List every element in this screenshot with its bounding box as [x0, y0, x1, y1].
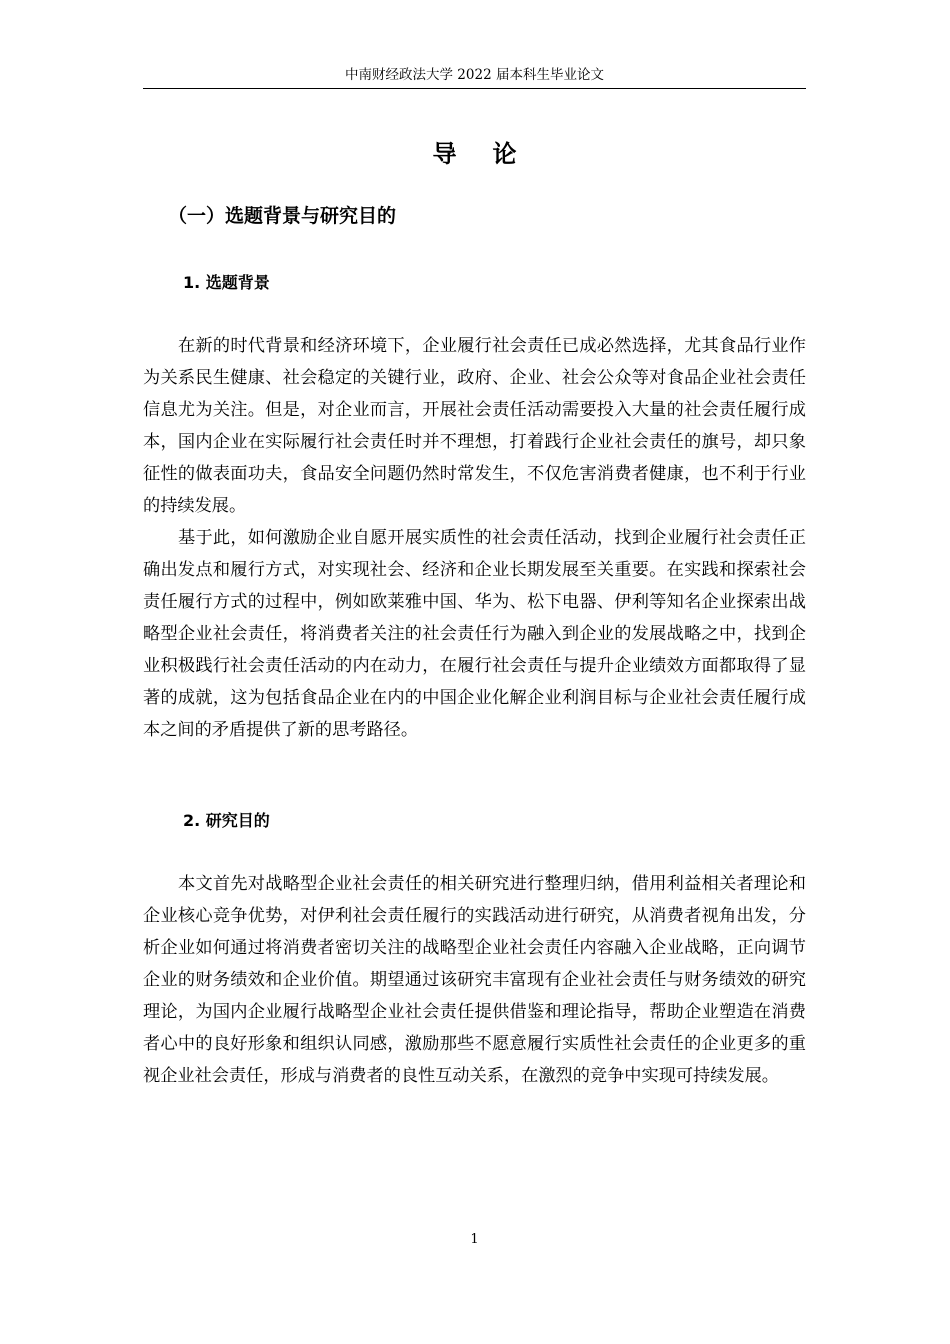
header-divider	[143, 88, 806, 89]
page-number: 1	[470, 1232, 479, 1247]
paragraph: 本文首先对战略型企业社会责任的相关研究进行整理归纳，借用利益相关者理论和企业核心竞争优势，对伊利社会责任履行的实践活动进行研究，从消费者视角出发，分析企业如何通过将消费者密切关注的战略型企业社会责任内容融入企业战略，正向调节企业的财务绩效和企业价值。期望通过该研究丰富现有企业社会责任与财务绩效的研究理论，为国内企业履行战略型企业社会责任提供借鉴和理论指导，帮助企业塑造在消费者心中的良好形象和组织认同感，激励那些不愿意履行实质性社会责任的企业更多的重视企业社会责任，形成与消费者的良性互动关系，在激烈的竞争中实现可持续发展。	[143, 874, 806, 1086]
subsection-heading-background: 1. 选题背景	[183, 273, 270, 292]
chapter-title: 导论	[432, 140, 553, 168]
section-heading: （一）选题背景与研究目的	[168, 205, 397, 227]
paragraph: 基于此，如何激励企业自愿开展实质性的社会责任活动，找到企业履行社会责任正确出发点和履行方式，对实现社会、经济和企业长期发展至关重要。在实践和探索社会责任履行方式的过程中，例如欧莱雅中国、华为、松下电器、伊利等知名企业探索出战略型企业社会责任，将消费者关注的社会责任行为融入到企业的发展战略之中，找到企业积极践行社会责任活动的内在动力，在履行社会责任与提升企业绩效方面都取得了显著的成就，这为包括食品企业在内的中国企业化解企业利润目标与企业社会责任履行成本之间的矛盾提供了新的思考路径。	[143, 528, 806, 740]
background-body	[143, 330, 806, 746]
paragraph: 在新的时代背景和经济环境下，企业履行社会责任已成必然选择，尤其食品行业作为关系民生健康、社会稳定的关键行业，政府、企业、社会公众等对食品企业社会责任信息尤为关注。但是，对企业而言，开展社会责任活动需要投入大量的社会责任履行成本，国内企业在实际履行社会责任时并不理想，打着践行企业社会责任的旗号，却只象征性的做表面功夫，食品安全问题仍然时常发生，不仅危害消费者健康，也不利于行业的持续发展。	[143, 336, 806, 516]
purpose-body	[143, 868, 806, 1092]
running-header: 中南财经政法大学 2022 届本科生毕业论文	[345, 67, 604, 83]
subsection-heading-purpose: 2. 研究目的	[183, 811, 270, 830]
